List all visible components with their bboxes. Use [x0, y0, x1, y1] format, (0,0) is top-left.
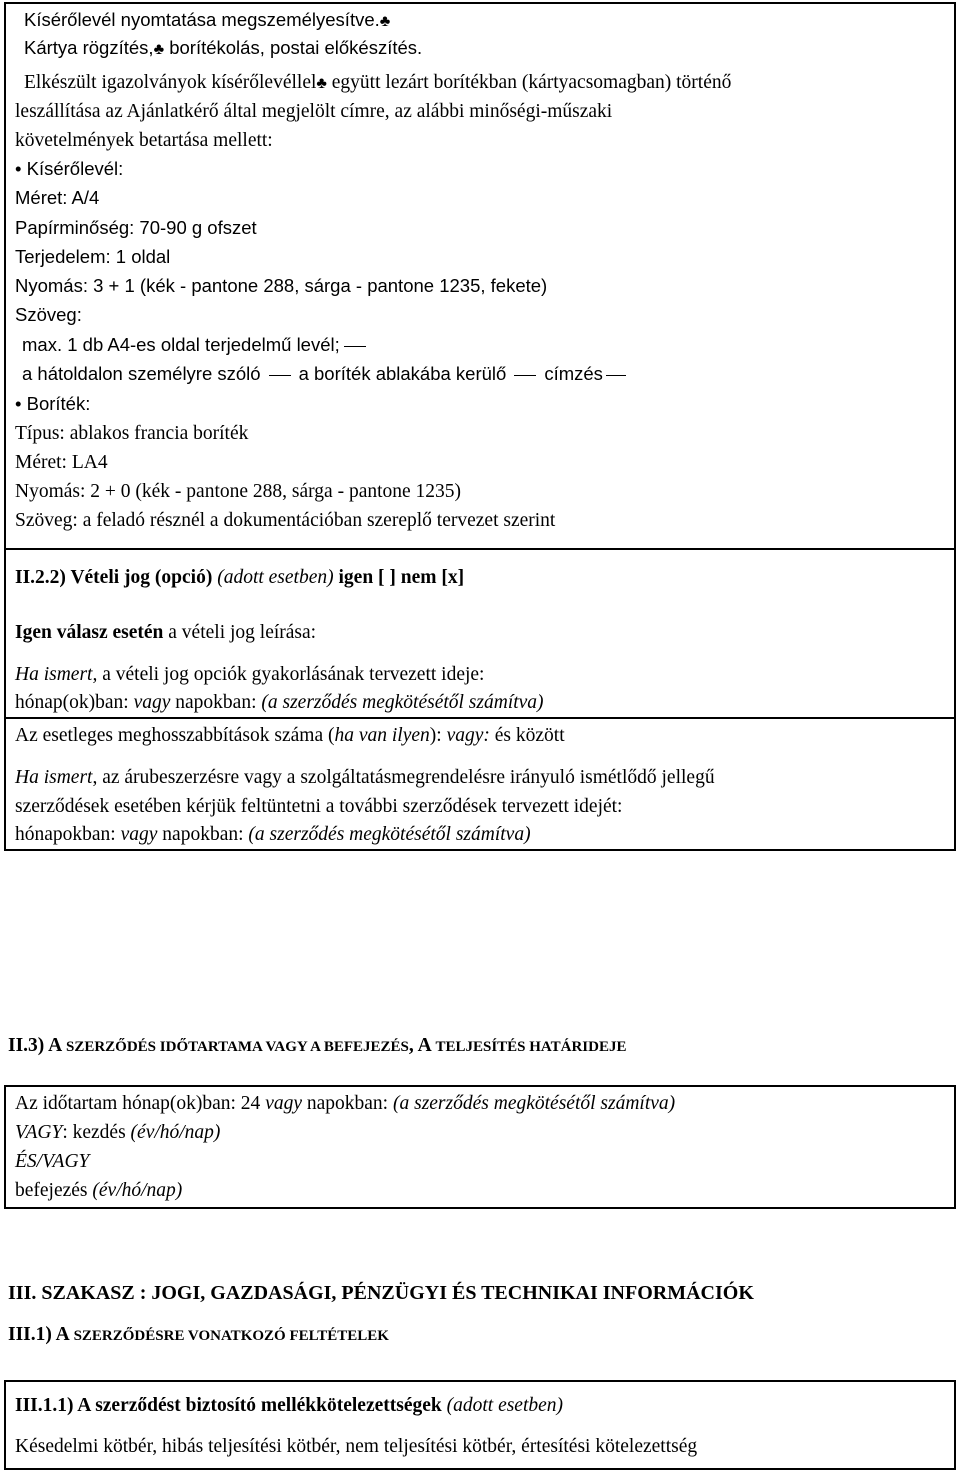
extension-line-2: Ha ismert, az árubeszerzésre vagy a szolgáltatásmegrendelésre irányuló ismétlődő jellegű: [15, 767, 715, 788]
spec-line-9: Terjedelem: 1 oldal: [15, 246, 171, 267]
guarantee-heading: III.1.1) A szerződést biztosító mellékkötelezettségek (adott esetben): [15, 1395, 564, 1416]
dash-icon: [344, 346, 366, 347]
duration-line-4: befejezés (év/hó/nap): [15, 1180, 183, 1201]
club-icon: ♣: [153, 41, 165, 58]
spec-line-13: a hátoldalon személyre szóló a boríték ablakába kerülő címzés: [22, 361, 626, 387]
dash-icon: [606, 375, 626, 376]
option-heading: II.2.2) Vételi jog (opció) (adott esetben) igen [ ] nem [x]: [15, 567, 465, 588]
spec-line-17: Nyomás: 2 + 0 (kék - pantone 288, sárga - pantone 1235): [15, 481, 462, 502]
spec-line-16: Méret: LA4: [15, 452, 108, 473]
option-line-4: hónap(ok)ban: vagy napokban: (a szerződés megkötésétől számítva): [15, 692, 544, 713]
extension-line-3: szerződések esetében kérjük feltüntetni a további szerződések tervezett idejét:: [15, 796, 623, 817]
dash-icon: [269, 375, 291, 376]
spec-line-8: Papírminőség: 70-90 g ofszet: [15, 217, 257, 238]
spec-line-4: leszállítása az Ajánlatkérő által megjelölt címre, az alábbi minőségi-műszaki: [15, 101, 613, 122]
spec-line-10: Nyomás: 3 + 1 (kék - pantone 288, sárga - pantone 1235, fekete): [15, 275, 548, 296]
section-3-title: III. SZAKASZ : JOGI, GAZDASÁGI, PÉNZÜGYI ÉS TECHNIKAI INFORMÁCIÓK: [8, 1282, 754, 1304]
duration-line-3: ÉS/VAGY: [15, 1151, 90, 1172]
section-3-1-heading: III.1) A SZERZŐDÉSRE VONATKOZÓ FELTÉTELEK: [8, 1324, 389, 1345]
spec-line-5: követelmények betartása mellett:: [15, 130, 273, 151]
duration-heading: II.3) A SZERZŐDÉS IDŐTARTAMA VAGY A BEFEJEZÉS, A TELJESÍTÉS HATÁRIDEJE: [8, 1035, 627, 1056]
duration-line-1: Az időtartam hónap(ok)ban: 24 vagy napokban: (a szerződés megkötésétől számítva): [15, 1093, 676, 1114]
spec-line-6: • Kísérőlevél:: [15, 158, 124, 179]
option-line-3: Ha ismert, a vételi jog opciók gyakorlásának tervezett ideje:: [15, 664, 485, 685]
spec-line-1: Kísérőlevél nyomtatása megszemélyesítve.♣: [24, 9, 391, 30]
club-icon: ♣: [379, 13, 391, 30]
spec-line-7: Méret: A/4: [15, 187, 100, 208]
spec-line-15: Típus: ablakos francia boríték: [15, 423, 249, 444]
duration-line-2: VAGY: kezdés (év/hó/nap): [15, 1122, 221, 1143]
spec-line-12: max. 1 db A4-es oldal terjedelmű levél;: [22, 332, 366, 358]
spec-line-2: Kártya rögzítés,♣ borítékolás, postai előkészítés.: [24, 37, 423, 58]
club-icon: ♣: [316, 75, 327, 92]
divider: [4, 548, 956, 550]
guarantee-line-2: Késedelmi kötbér, hibás teljesítési kötbér, nem teljesítési kötbér, értesítési kötelezettség: [15, 1436, 698, 1457]
option-line-2: Igen válasz esetén a vételi jog leírása:: [15, 622, 317, 643]
spec-line-3: Elkészült igazolványok kísérőlevéllel♣ együtt lezárt borítékban (kártyacsomagban) történő: [24, 72, 732, 93]
spec-line-14: • Boríték:: [15, 393, 91, 414]
extension-line-1: Az esetleges meghosszabbítások száma (ha van ilyen): vagy: és között: [15, 725, 565, 746]
extension-line-4: hónapokban: vagy napokban: (a szerződés megkötésétől számítva): [15, 824, 531, 845]
spec-line-18: Szöveg: a feladó résznél a dokumentációban szereplő tervezet szerint: [15, 510, 556, 531]
spec-line-11: Szöveg:: [15, 304, 82, 325]
dash-icon: [514, 375, 536, 376]
